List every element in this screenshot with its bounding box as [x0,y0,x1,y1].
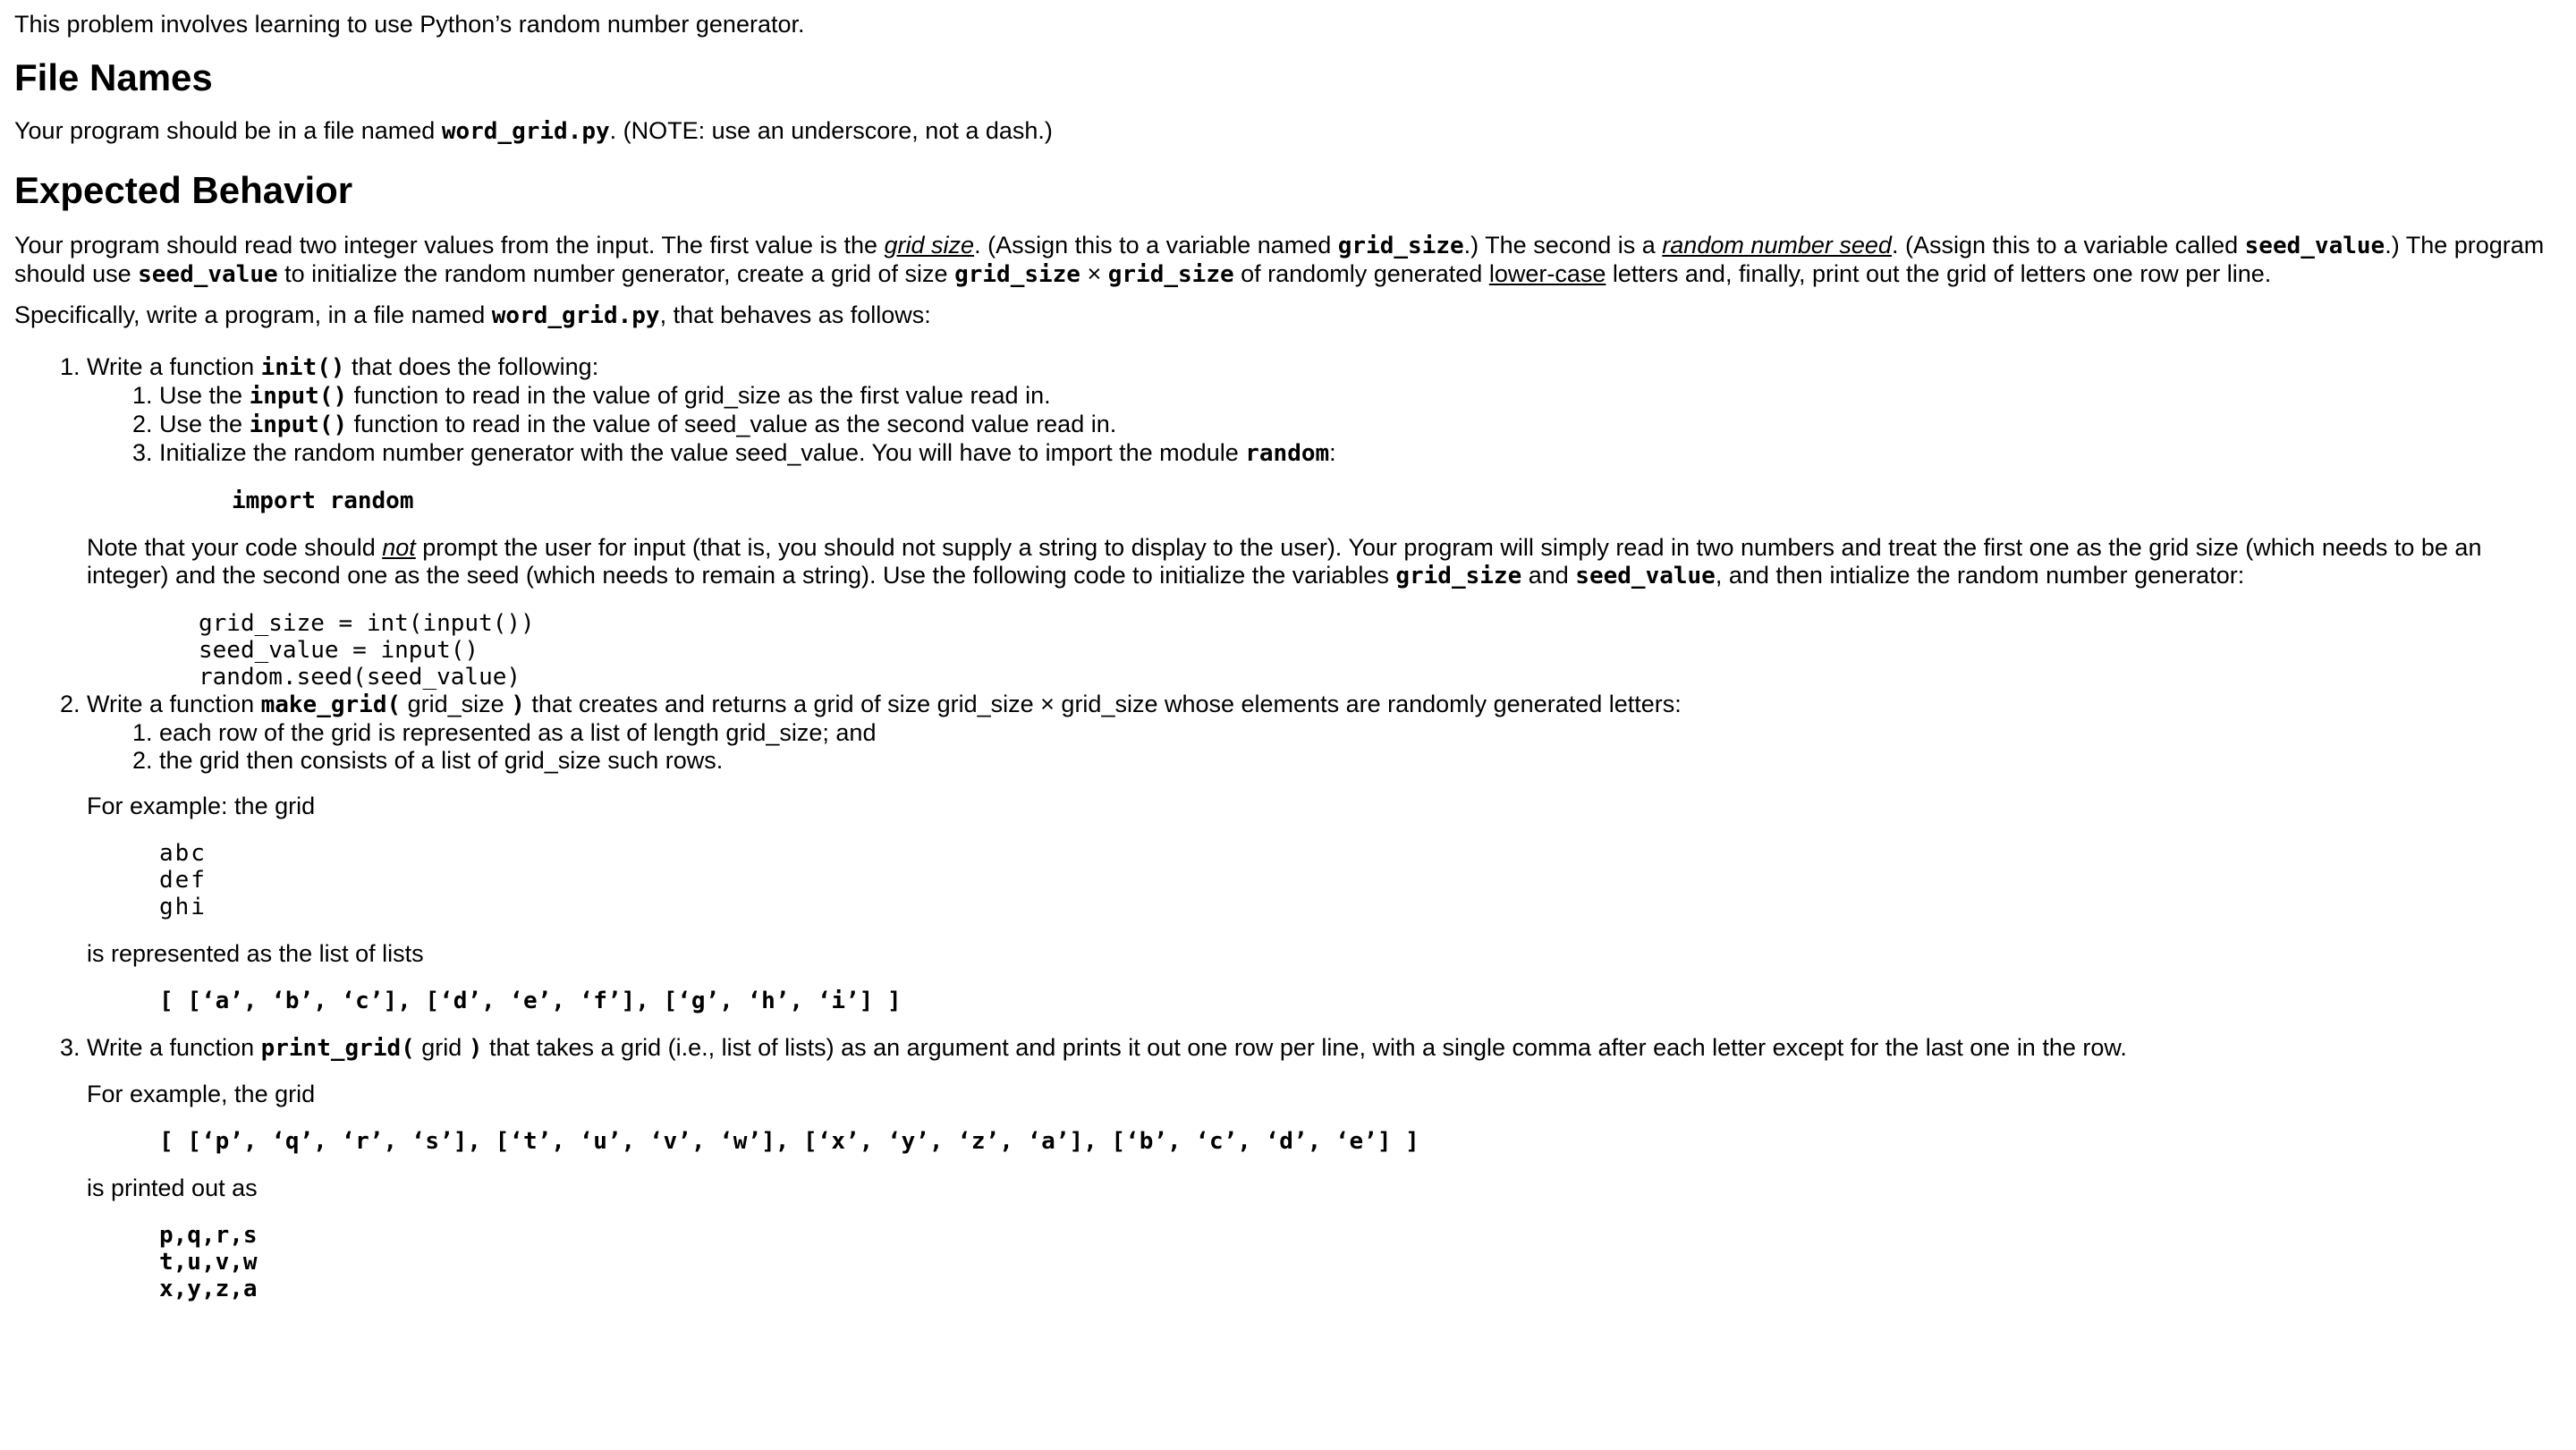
expected-behavior-heading: Expected Behavior [14,169,353,211]
init-substep-1 [159,382,2562,411]
sub1-text-b: function to read in the value of grid_size as the first value read in. [347,382,1051,409]
represented-text: is represented as the list of lists [87,940,424,967]
step-init-intro [87,353,2562,382]
list-of-lists-example: [ [‘a’, ‘b’, ‘c’], [‘d’, ‘e’, ‘f’], [‘g’, ‘h’, ‘i’] ] [159,988,902,1014]
init-substep-2 [159,411,2562,439]
random-module-code: random [1245,440,1330,467]
step-print-grid-intro [87,1034,2562,1063]
print-grid-function-code: print_grid( [260,1035,415,1062]
seed-value-var: seed_value [2244,233,2385,259]
lower-case-term: lower-case [1488,260,1606,287]
step-make-grid-intro [87,691,2562,719]
make-grid-arg: grid_size [401,691,512,717]
print-grid-close-paren: ) [468,1035,483,1062]
p1-text-a: Your program should read two integer values from the input. The first value is the [14,232,885,259]
make-grid-substep-2: 2. the grid then consists of a list of grid_size such rows. [159,747,2562,775]
print-grid-example-intro: For example, the grid [87,1081,316,1107]
step-init-text-a: Write a function [87,353,261,380]
example-grid-block: abc def ghi [159,840,207,920]
p1-text-f: to initialize the random number generator, create a grid of size [277,260,955,287]
p1-text-g: of randomly generated [1233,260,1489,287]
init-note-paragraph [87,534,2562,590]
make-grid-function-code: make_grid( [260,691,402,718]
note-text-b: prompt the user for input (that is, you should not supply a string to display to the user). Your program will simply read in two numbers and treat the first one as the grid size (which needs to be an integer) and the second one as the seed (which needs to remain a string). Use the following code to initialize the variables [87,534,2482,589]
intro-text: This problem involves learning to use Python’s random number generator. [14,11,805,38]
steps-list [14,353,2562,1302]
note-and: and [1521,562,1576,589]
random-seed-term: random number seed [1662,232,1892,259]
note-text-a: Note that your code should [87,534,383,561]
make-grid-substeps [87,719,2562,775]
printed-out-text: is printed out as [87,1174,258,1201]
init-substeps [87,382,2562,468]
input-function-code-1: input() [249,383,348,410]
note-grid-size-var: grid_size [1395,563,1522,589]
import-code-block: import random [232,488,414,514]
make-grid-example-intro: For example: the grid [87,793,316,819]
p1-text-c: .) The second is a [1463,232,1663,259]
not-emphasis: not [382,534,416,561]
sub2-text-a: Use the [159,411,250,437]
print-grid-arg: grid [414,1034,469,1061]
expected-paragraph-1 [14,232,2562,289]
p1-text-d: . (Assign this to a variable called [1891,232,2245,259]
init-function-code: init() [260,354,345,381]
sub2-text-b: function to read in the value of seed_value as the second value read in. [347,411,1117,437]
p2-filename-code: word_grid.py [491,302,660,329]
p1-text-e: .) The program should use [14,232,2545,287]
note-text-c: , and then intialize the random number generator: [1715,562,2245,589]
file-names-paragraph [14,117,2562,146]
p2-text-b: , that behaves as follows: [659,301,931,328]
seed-value-var-2: seed_value [138,261,278,288]
note-seed-value-var: seed_value [1575,563,1716,589]
sub3-text-b: : [1329,439,1336,466]
step-init-text-b: that does the following: [344,353,599,380]
file-names-text-before: Your program should be in a file named [14,117,442,144]
printed-output-block: p,q,r,s t,u,v,w x,y,z,a [159,1222,258,1302]
step-init [87,353,2562,691]
grid-size-var-b: grid_size [1107,261,1234,288]
input-function-code-2: input() [249,411,348,438]
grid-size-term: grid size [884,232,975,259]
grid-size-var-a: grid_size [954,261,1080,288]
print-grid-list-example: [ [‘p’, ‘q’, ‘r’, ‘s’], [‘t’, ‘u’, ‘v’, ‘w’], [‘x’, ‘y’, ‘z’, ‘a’], [‘b’, ‘c’, ‘d’, ‘e’] ] [159,1128,1419,1155]
step3-text-b: that takes a grid (i.e., list of lists) as an argument and prints it out one row per line, with a single comma after each letter except for the last one in the row. [482,1034,2127,1061]
grid-size-var: grid_size [1337,233,1464,259]
init-code-block: grid_size = int(input()) seed_value = input() random.seed(seed_value) [199,610,535,691]
step2-text-b: that creates and returns a grid of size grid_size × grid_size whose elements are randomly generated letters: [524,691,1682,717]
filename-code: word_grid.py [441,118,610,145]
sub3-text-a: Initialize the random number generator with the value seed_value. You will have to import the module [159,439,1246,466]
step2-text-a: Write a function [87,691,261,717]
times-symbol: × [1080,260,1108,287]
make-grid-close-paren: ) [511,691,525,718]
sub1-text-a: Use the [159,382,250,409]
init-substep-3 [159,439,2562,468]
p1-text-b: . (Assign this to a variable named [974,232,1338,259]
expected-paragraph-2 [14,301,2562,330]
make-grid-substep-1: 1. each row of the grid is represented as a list of length grid_size; and [159,719,2562,747]
step3-text-a: Write a function [87,1034,261,1061]
file-names-heading: File Names [14,56,213,98]
step-make-grid [87,691,2562,1014]
file-names-text-after: . (NOTE: use an underscore, not a dash.) [609,117,1053,144]
p1-text-h: letters and, finally, print out the grid of letters one row per line. [1606,260,2272,287]
p2-text-a: Specifically, write a program, in a file named [14,301,492,328]
step-print-grid [87,1034,2562,1302]
